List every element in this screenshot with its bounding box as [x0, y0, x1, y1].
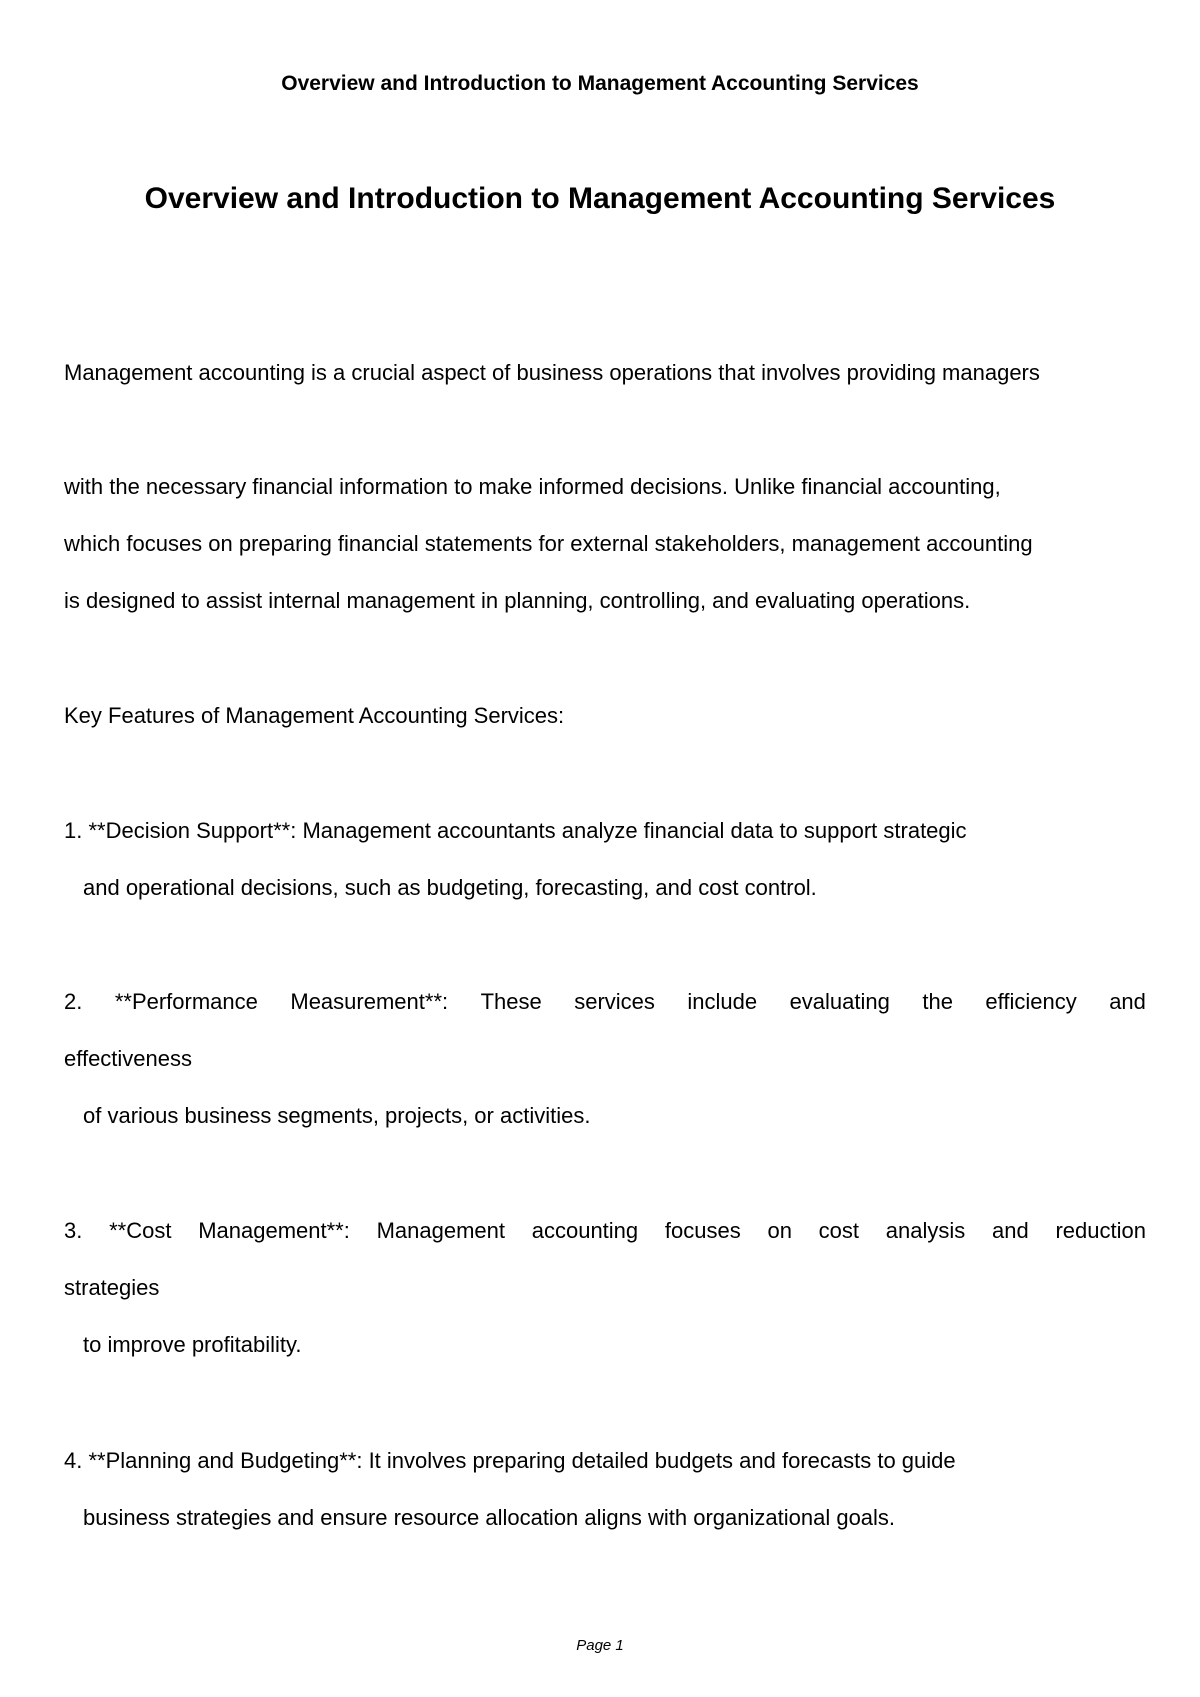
word: Management: [376, 1218, 505, 1243]
word: analysis: [885, 1218, 966, 1243]
page-number: Page 1: [576, 1637, 624, 1654]
word: services: [574, 989, 655, 1014]
word: and: [1109, 989, 1146, 1014]
word: 3.: [64, 1218, 83, 1243]
word: include: [687, 989, 758, 1014]
word: evaluating: [789, 989, 890, 1014]
intro-line: which focuses on preparing financial statements for external stakeholders, management accounting: [64, 531, 1033, 556]
intro-line: with the necessary financial information to make informed decisions. Unlike financial accounting,: [64, 474, 1001, 499]
feature-line: of various business segments, projects, or activities.: [83, 1103, 591, 1128]
word: **Cost: [109, 1218, 172, 1243]
word: Measurement**:: [290, 989, 449, 1014]
feature-line: 4. **Planning and Budgeting**: It involves preparing detailed budgets and forecasts to guide: [64, 1448, 956, 1473]
word: reduction: [1055, 1218, 1146, 1243]
feature-line-justified: [64, 991, 1146, 1013]
word: on: [767, 1218, 792, 1243]
word: These: [480, 989, 542, 1014]
feature-line: business strategies and ensure resource allocation aligns with organizational goals.: [83, 1505, 896, 1530]
intro-line: is designed to assist internal management in planning, controlling, and evaluating operations.: [64, 588, 971, 613]
word: the: [922, 989, 953, 1014]
intro-line: Management accounting is a crucial aspect of business operations that involves providing managers: [64, 360, 1040, 385]
running-header: Overview and Introduction to Management Accounting Services: [281, 72, 919, 95]
word: 2.: [64, 989, 83, 1014]
word: Management**:: [198, 1218, 350, 1243]
word: efficiency: [985, 989, 1077, 1014]
document-title: Overview and Introduction to Management Accounting Services: [144, 182, 1056, 215]
feature-line: to improve profitability.: [83, 1332, 302, 1357]
word: cost: [818, 1218, 860, 1243]
feature-line: 1. **Decision Support**: Management accountants analyze financial data to support strategic: [64, 818, 967, 843]
feature-line: and operational decisions, such as budgeting, forecasting, and cost control.: [83, 875, 817, 900]
word: and: [991, 1218, 1029, 1243]
feature-line: strategies: [64, 1275, 160, 1300]
feature-line-justified: [64, 1220, 1146, 1242]
word: accounting: [531, 1218, 639, 1243]
word: focuses: [664, 1218, 741, 1243]
feature-line: effectiveness: [64, 1046, 193, 1071]
word: **Performance: [114, 989, 258, 1014]
features-heading: Key Features of Management Accounting Services:: [64, 703, 565, 728]
